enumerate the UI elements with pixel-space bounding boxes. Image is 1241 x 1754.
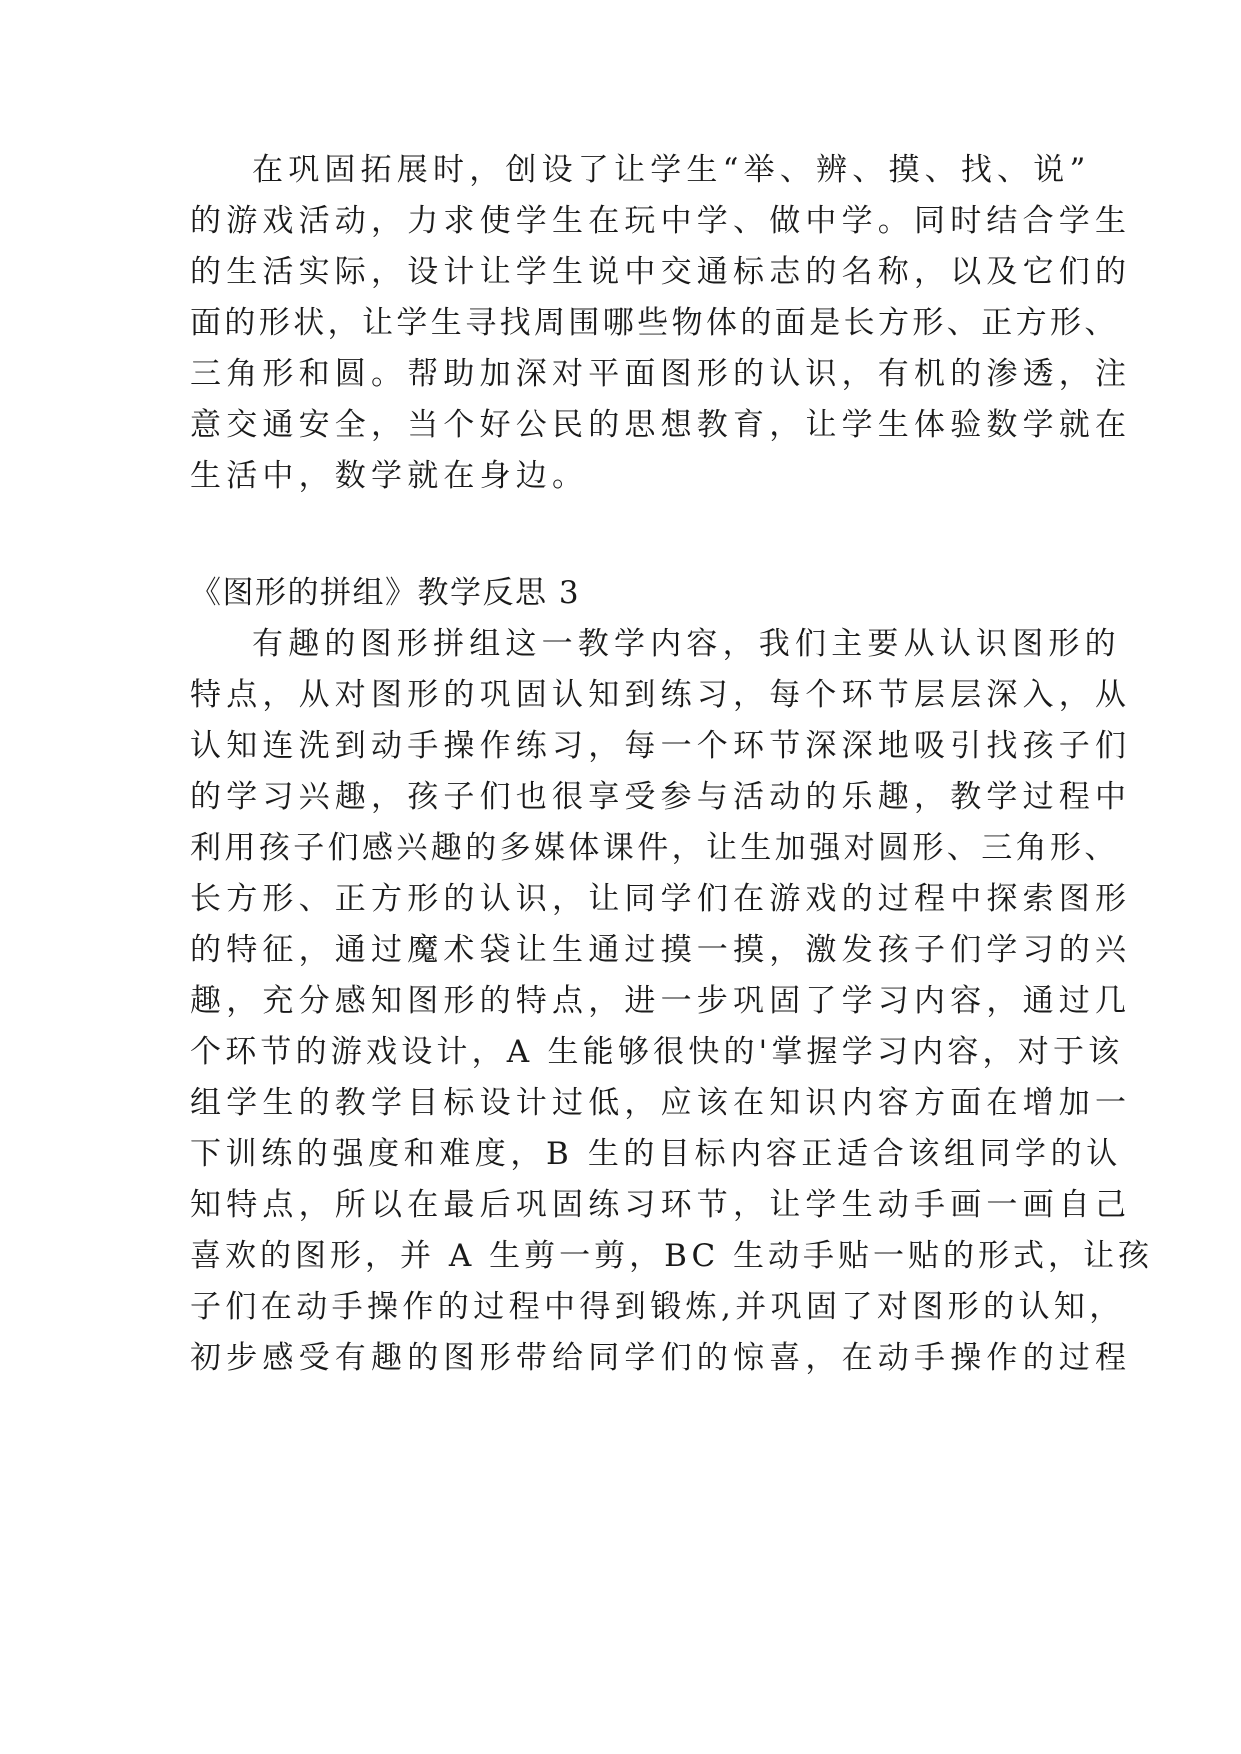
paragraph-line: 初步感受有趣的图形带给同学们的惊喜，在动手操作的过程 bbox=[190, 1340, 1132, 1376]
paragraph-line: 组学生的教学目标设计过低，应该在知识内容方面在增加一 bbox=[190, 1085, 1132, 1121]
section-title: 《图形的拼组》教学反思 3 bbox=[190, 575, 581, 611]
paragraph-line: 趣，充分感知图形的特点，进一步巩固了学习内容，通过几 bbox=[190, 983, 1132, 1019]
paragraph-line: 的特征，通过魔术袋让生通过摸一摸，激发孩子们学习的兴 bbox=[190, 932, 1132, 968]
paragraph-line: 面的形状，让学生寻找周围哪些物体的面是长方形、正方形、 bbox=[190, 305, 1119, 341]
paragraph-line: 生活中，数学就在身边。 bbox=[190, 458, 589, 494]
paragraph-line: 有趣的图形拼组这一教学内容，我们主要从认识图形的 bbox=[252, 626, 1121, 662]
paragraph-line: 长方形、正方形的认识，让同学们在游戏的过程中探索图形 bbox=[190, 881, 1132, 917]
paragraph-line: 喜欢的图形，并 A 生剪一剪，BC 生动手贴一贴的形式，让孩 bbox=[190, 1238, 1154, 1274]
paragraph-line: 知特点，所以在最后巩固练习环节，让学生动手画一画自己 bbox=[190, 1187, 1132, 1223]
paragraph-line: 三角形和圆。帮助加深对平面图形的认识，有机的渗透，注 bbox=[190, 356, 1132, 392]
paragraph-line: 个环节的游戏设计，A 生能够很快的'掌握学习内容，对于该 bbox=[190, 1034, 1124, 1070]
paragraph-line: 利用孩子们感兴趣的多媒体课件，让生加强对圆形、三角形、 bbox=[190, 830, 1119, 866]
paragraph-line: 的学习兴趣，孩子们也很享受参与活动的乐趣，教学过程中 bbox=[190, 779, 1132, 815]
paragraph-line: 下训练的强度和难度，B 生的目标内容正适合该组同学的认 bbox=[190, 1136, 1122, 1172]
paragraph-line: 特点，从对图形的巩固认知到练习，每个环节层层深入，从 bbox=[190, 677, 1132, 713]
paragraph-line: 的游戏活动，力求使学生在玩中学、做中学。同时结合学生 bbox=[190, 203, 1132, 239]
paragraph-line: 子们在动手操作的过程中得到锻炼,并巩固了对图形的认知， bbox=[190, 1289, 1125, 1325]
paragraph-line: 在巩固拓展时，创设了让学生“举、辨、摸、找、说” bbox=[252, 152, 1091, 188]
paragraph-line: 意交通安全，当个好公民的思想教育，让学生体验数学就在 bbox=[190, 407, 1132, 443]
paragraph-line: 的生活实际，设计让学生说中交通标志的名称，以及它们的 bbox=[190, 254, 1132, 290]
paragraph-line: 认知连洗到动手操作练习，每一个环节深深地吸引找孩子们 bbox=[190, 728, 1132, 764]
